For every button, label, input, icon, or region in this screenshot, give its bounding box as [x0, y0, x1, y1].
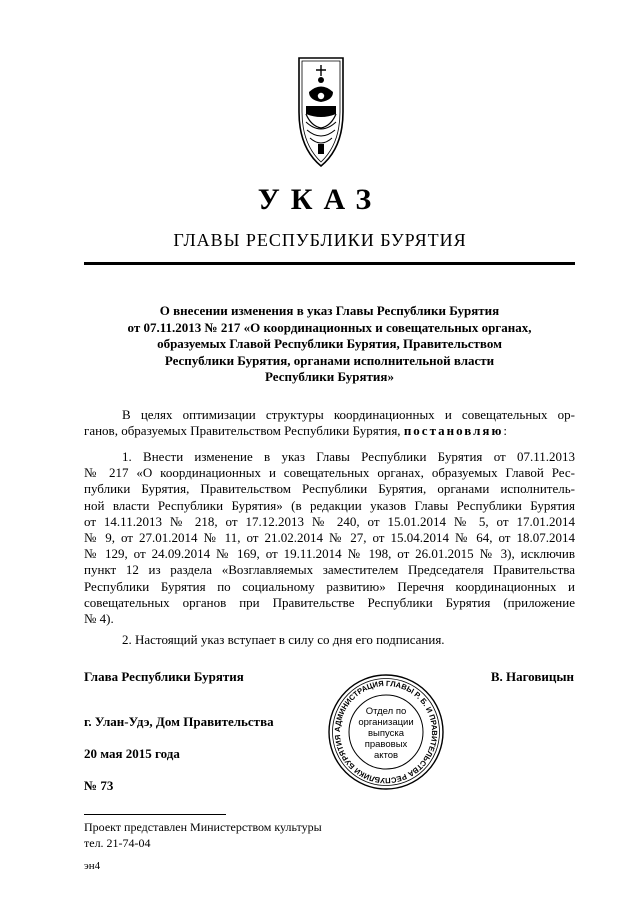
body-line: 2. Настоящий указ вступает в силу со дня его подписания. — [122, 632, 445, 647]
clause-1-paragraph — [84, 449, 575, 627]
decree-heading — [84, 303, 575, 386]
document-subtitle: ГЛАВЫ РЕСПУБЛИКИ БУРЯТИЯ — [173, 230, 467, 250]
body-line: совещательных органов при Правительстве Республики Бурятия (приложение — [84, 594, 575, 610]
body-line: № 129, от 24.09.2014 № 169, от 19.11.2014 № 198, от 26.01.2015 № 3), исключив — [84, 546, 575, 562]
official-stamp — [327, 673, 445, 791]
body-line: Республики Бурятия по социальному развитию» Перечня координационных и — [84, 578, 575, 594]
body-line: № 4). — [84, 611, 114, 627]
heading-line: образуемых Главой Республики Бурятия, Правительством — [157, 336, 502, 352]
stamp-center-line: организации — [358, 717, 414, 728]
stamp-center-line: выпуска — [367, 728, 405, 739]
body-line: 1. Внести изменение в указ Главы Республики Бурятия от 07.11.2013 — [122, 449, 575, 464]
heading-line: от 07.11.2013 № 217 «О координационных и совещательных органах, — [127, 319, 532, 335]
signing-place: г. Улан-Удэ, Дом Правительства — [84, 714, 274, 729]
body-line: В целях оптимизации структуры координационных и совещательных ор- — [122, 407, 575, 422]
body-punct: : — [503, 423, 508, 439]
heading-line: Республики Бурятия» — [265, 369, 394, 385]
document-title: УКАЗ — [257, 183, 383, 216]
body-line: ной власти Республики Бурятия» (в редакции указов Главы Республики Бурятия — [84, 497, 575, 513]
stamp-ring-text: АДМИНИСТРАЦИЯ ГЛАВЫ Р. Б. И ПРАВИТЕЛЬСТВА РЕСПУБЛИКИ БУРЯТИЯ — [332, 678, 440, 786]
body-line: публики Бурятия, Правительством Республики Бурятия, органами исполнитель- — [84, 481, 575, 497]
stamp-center-line: Отдел по — [365, 706, 407, 717]
stamp-center-line: правовых — [364, 739, 408, 750]
footnote-divider — [84, 814, 226, 815]
resolve-word: постановляю — [403, 423, 504, 439]
header-divider — [84, 262, 575, 265]
stamp-center-line: актов — [373, 750, 399, 761]
footnote-prepared-by: Проект представлен Министерством культуры — [84, 820, 322, 834]
footnote-initials: эн4 — [84, 860, 101, 872]
heading-line: Республики Бурятия, органами исполнительной власти — [164, 352, 495, 368]
decree-number: № 73 — [84, 778, 114, 793]
footnote-phone: тел. 21-74-04 — [84, 836, 151, 850]
body-line: пункт 12 из раздела «Возглавляемых заместителем Председателя Правительства — [84, 562, 575, 578]
body-line: № 217 «О координационных и совещательных органах, образуемых Главой Рес- — [84, 465, 575, 481]
body-line: от 14.11.2013 № 218, от 17.12.2013 № 240, от 15.01.2014 № 5, от 17.01.2014 — [84, 513, 575, 529]
signatory-name: В. Наговицын — [490, 669, 574, 684]
body-line — [84, 423, 575, 439]
signatory-position: Глава Республики Бурятия — [84, 669, 244, 684]
clause-2-paragraph — [84, 632, 575, 648]
coat-of-arms-emblem — [296, 56, 346, 168]
signing-date: 20 мая 2015 года — [84, 746, 180, 761]
body-text: ганов, образуемых Правительством Республики Бурятия, — [84, 423, 404, 439]
preamble-paragraph — [84, 407, 575, 439]
heading-line: О внесении изменения в указ Главы Республики Бурятия — [159, 303, 500, 318]
body-line: № 9, от 27.01.2014 № 11, от 21.02.2014 № 27, от 15.04.2014 № 64, от 18.07.2014 — [84, 530, 575, 546]
